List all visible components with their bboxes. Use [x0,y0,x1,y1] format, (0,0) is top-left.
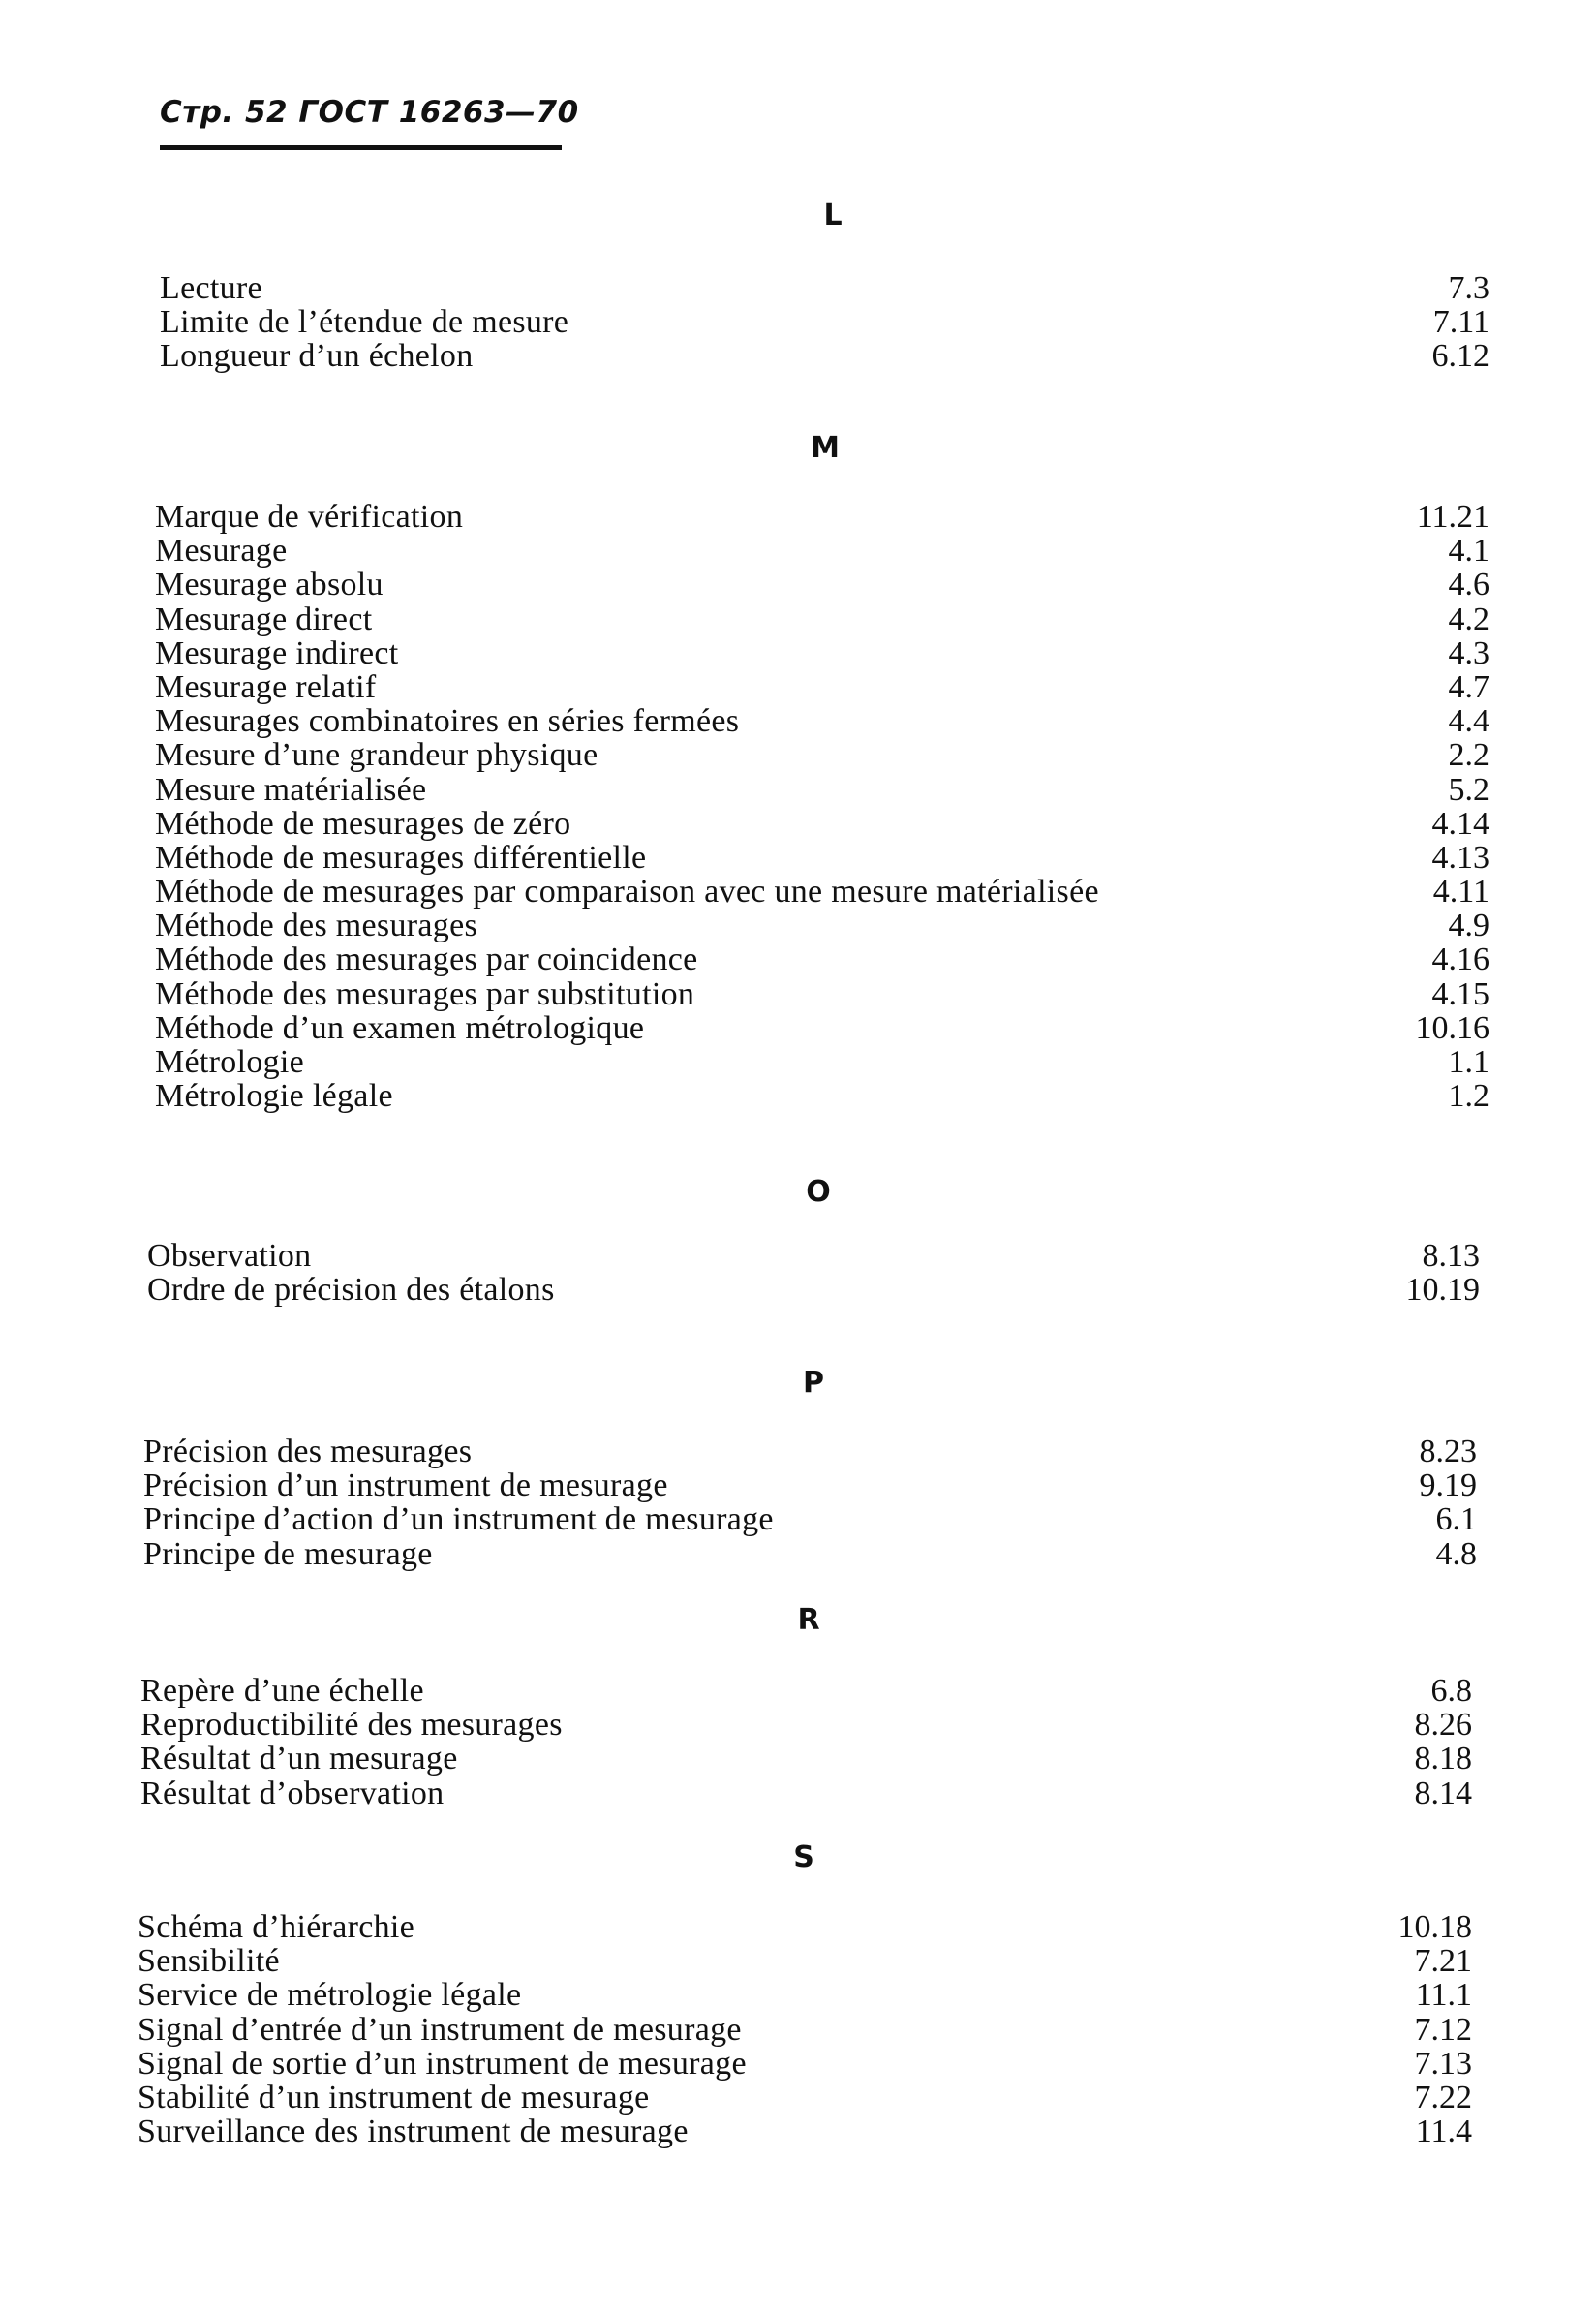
entry-term: Précision d’un instrument de mesurage [143,1467,668,1504]
entry-term: Repère d’une échelle [140,1673,424,1709]
entry-term: Méthode des mesurages par substitution [155,975,695,1012]
index-entry [155,534,1489,568]
entry-term: Résultat d’observation [140,1775,445,1811]
entry-term: Principe d’action d’un instrument de mesurage [143,1501,774,1538]
entry-reference-number: 4.1 [1448,533,1489,570]
entry-reference-number: 7.13 [1414,2045,1472,2082]
entry-reference-number: 5.2 [1448,771,1489,808]
index-entry [143,1468,1477,1502]
index-entry [138,2047,1472,2081]
entry-reference-number: 10.16 [1415,1009,1489,1046]
entry-term: Méthode de mesurages de zéro [155,805,571,842]
entry-list-o [147,1239,1480,1307]
index-entry [138,2081,1472,2115]
index-entry [155,738,1489,772]
entry-reference-number: 6.1 [1435,1501,1477,1538]
index-entry [147,1239,1480,1273]
index-entry [155,602,1489,636]
entry-reference-number: 4.6 [1448,567,1489,603]
section-letter-r: R [797,1603,820,1637]
section-letter-s: S [793,1840,814,1874]
section-letter-l: L [823,199,843,232]
index-entry [147,1273,1480,1307]
entry-term: Observation [147,1238,312,1274]
index-entry [143,1435,1477,1468]
index-entry [155,1079,1489,1113]
index-entry [160,305,1489,339]
entry-reference-number: 4.2 [1448,601,1489,637]
entry-term: Signal de sortie d’un instrument de mesurage [138,2045,747,2082]
index-entry [155,909,1489,942]
entry-reference-number: 4.8 [1435,1535,1477,1572]
index-entry [160,271,1489,305]
entry-reference-number: 4.7 [1448,668,1489,705]
entry-list-p [143,1435,1477,1571]
entry-reference-number: 8.18 [1414,1741,1472,1777]
entry-reference-number: 8.14 [1414,1775,1472,1811]
entry-term: Marque de vérification [155,499,464,535]
index-entry [138,2115,1472,2148]
entry-term: Mesurage direct [155,601,373,637]
entry-reference-number: 4.13 [1431,839,1489,876]
index-entry [160,339,1489,373]
entry-reference-number: 1.1 [1448,1044,1489,1080]
entry-reference-number: 6.8 [1430,1673,1472,1709]
section-letter-p: P [803,1366,824,1400]
index-entry [155,1011,1489,1045]
entry-term: Méthode de mesurages différentielle [155,839,647,876]
entry-reference-number: 7.11 [1432,304,1489,341]
entry-reference-number: 4.3 [1448,634,1489,671]
entry-reference-number: 7.12 [1414,2011,1472,2048]
entry-term: Service de métrologie légale [138,1977,522,2014]
entry-reference-number: 4.16 [1431,942,1489,978]
index-entry [140,1776,1472,1810]
entry-list-r [140,1674,1472,1810]
entry-reference-number: 6.12 [1431,338,1489,375]
entry-reference-number: 7.21 [1414,1943,1472,1980]
index-entry [155,875,1489,909]
entry-reference-number: 4.11 [1432,874,1489,911]
entry-term: Signal d’entrée d’un instrument de mesurage [138,2011,742,2048]
entry-term: Sensibilité [138,1943,280,1980]
section-letter-o: O [806,1175,831,1209]
entry-term: Mesure matérialisée [155,771,427,808]
section-letter-m: M [811,431,840,465]
index-entry [155,942,1489,976]
entry-term: Métrologie légale [155,1078,393,1115]
index-entry [138,1978,1472,2012]
entry-reference-number: 4.4 [1448,703,1489,740]
index-entry [140,1742,1472,1776]
entry-reference-number: 7.3 [1448,270,1489,306]
entry-term: Stabilité d’un instrument de mesurage [138,2079,650,2115]
index-entry [155,670,1489,704]
entry-term: Résultat d’un mesurage [140,1741,458,1777]
entry-reference-number: 8.26 [1414,1707,1472,1744]
entry-reference-number: 7.22 [1414,2079,1472,2115]
entry-reference-number: 11.1 [1415,1977,1472,2014]
entry-term: Ordre de précision des étalons [147,1272,555,1309]
index-entry [155,773,1489,807]
entry-reference-number: 10.18 [1397,1909,1472,1945]
index-entry [155,636,1489,670]
entry-term: Mesurage [155,533,288,570]
entry-term: Reproductibilité des mesurages [140,1707,563,1744]
entry-term: Précision des mesurages [143,1434,473,1469]
index-entry [155,841,1489,875]
entry-reference-number: 8.13 [1422,1238,1480,1274]
entry-reference-number: 11.21 [1416,499,1489,535]
entry-term: Mesurages combinatoires en séries fermées [155,703,740,740]
index-entry [155,1045,1489,1079]
index-entry [140,1708,1472,1742]
index-entry [155,568,1489,602]
entry-reference-number: 4.15 [1431,975,1489,1012]
header-rule [160,145,562,150]
entry-term: Métrologie [155,1044,305,1080]
entry-list-m [155,500,1489,1113]
entry-term: Méthode d’un examen métrologique [155,1009,645,1046]
entry-term: Mesurage relatif [155,668,377,705]
entry-term: Limite de l’étendue de mesure [160,304,569,341]
entry-reference-number: 9.19 [1419,1467,1477,1504]
index-entry [140,1674,1472,1708]
entry-term: Mesurage absolu [155,567,384,603]
entry-term: Surveillance des instrument de mesurage [138,2114,689,2150]
entry-list-s [138,1910,1472,2148]
index-entry [155,500,1489,534]
entry-reference-number: 4.9 [1448,908,1489,944]
index-entry [138,1910,1472,1944]
entry-reference-number: 10.19 [1405,1272,1480,1309]
entry-term: Méthode des mesurages par coincidence [155,942,698,978]
entry-term: Méthode des mesurages [155,908,477,944]
entry-term: Lecture [160,270,262,306]
entry-reference-number: 4.14 [1431,805,1489,842]
entry-term: Méthode de mesurages par comparaison avec une mesure matérialisée [155,874,1099,911]
entry-term: Schéma d’hiérarchie [138,1909,415,1945]
index-entry [138,2013,1472,2047]
entry-reference-number: 2.2 [1448,737,1489,774]
entry-term: Principe de mesurage [143,1535,433,1572]
entry-reference-number: 8.23 [1419,1434,1477,1469]
index-entry [143,1502,1477,1536]
index-entry [155,977,1489,1011]
index-entry [143,1537,1477,1571]
entry-term: Longueur d’un échelon [160,338,474,375]
index-entry [138,1944,1472,1978]
entry-list-l [160,271,1489,374]
entry-reference-number: 1.2 [1448,1078,1489,1115]
index-entry [155,704,1489,738]
entry-term: Mesurage indirect [155,634,399,671]
entry-term: Mesure d’une grandeur physique [155,737,598,774]
page-header: Стр. 52 ГОСТ 16263—70 [160,95,579,130]
index-entry [155,807,1489,841]
entry-reference-number: 11.4 [1415,2114,1472,2150]
